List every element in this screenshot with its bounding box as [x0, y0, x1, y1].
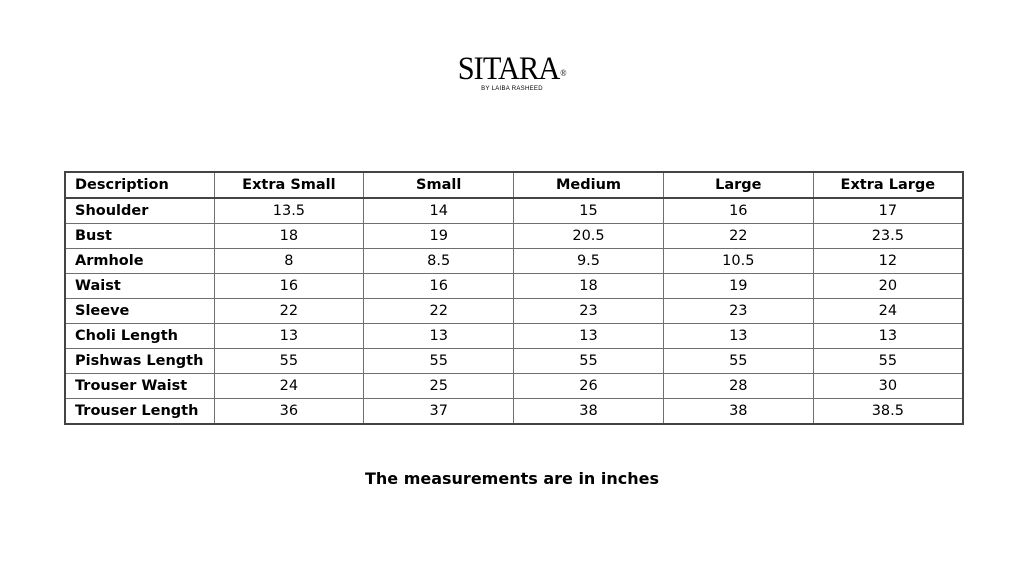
cell-medium: 55 [514, 349, 664, 374]
cell-medium: 23 [514, 299, 664, 324]
table-body [65, 198, 963, 424]
row-label: Sleeve [65, 299, 214, 324]
cell-large: 23 [663, 299, 813, 324]
table-row [65, 274, 963, 299]
row-label: Choli Length [65, 324, 214, 349]
cell-medium: 26 [514, 374, 664, 399]
cell-extra-large: 20 [813, 274, 963, 299]
registered-mark: ® [560, 68, 566, 78]
cell-small: 37 [364, 399, 514, 425]
cell-medium: 20.5 [514, 224, 664, 249]
cell-large: 38 [663, 399, 813, 425]
logo-wordmark [458, 52, 566, 86]
cell-extra-small: 18 [214, 224, 364, 249]
header-small: Small [364, 172, 514, 198]
table-row [65, 198, 963, 224]
cell-large: 19 [663, 274, 813, 299]
cell-medium: 9.5 [514, 249, 664, 274]
cell-small: 19 [364, 224, 514, 249]
cell-large: 10.5 [663, 249, 813, 274]
cell-large: 28 [663, 374, 813, 399]
cell-extra-large: 55 [813, 349, 963, 374]
logo-byline: BY LAIBA RASHEED [481, 86, 543, 92]
row-label: Trouser Length [65, 399, 214, 425]
cell-extra-large: 38.5 [813, 399, 963, 425]
cell-small: 55 [364, 349, 514, 374]
table-row [65, 399, 963, 425]
brand-logo [0, 52, 1024, 93]
cell-extra-small: 8 [214, 249, 364, 274]
cell-large: 22 [663, 224, 813, 249]
row-label: Bust [65, 224, 214, 249]
logo-brand-text: SITARA [458, 51, 560, 87]
cell-extra-large: 17 [813, 198, 963, 224]
cell-extra-small: 13 [214, 324, 364, 349]
cell-extra-small: 36 [214, 399, 364, 425]
row-label: Trouser Waist [65, 374, 214, 399]
table-row [65, 224, 963, 249]
cell-small: 13 [364, 324, 514, 349]
table-header-row [65, 172, 963, 198]
cell-extra-small: 13.5 [214, 198, 364, 224]
header-extra-large: Extra Large [813, 172, 963, 198]
cell-large: 13 [663, 324, 813, 349]
table-row [65, 349, 963, 374]
cell-small: 8.5 [364, 249, 514, 274]
cell-extra-small: 24 [214, 374, 364, 399]
cell-small: 16 [364, 274, 514, 299]
cell-extra-large: 13 [813, 324, 963, 349]
cell-small: 22 [364, 299, 514, 324]
measurement-note: The measurements are in inches [364, 469, 660, 488]
cell-extra-small: 55 [214, 349, 364, 374]
cell-large: 55 [663, 349, 813, 374]
row-label: Armhole [65, 249, 214, 274]
cell-small: 25 [364, 374, 514, 399]
cell-medium: 15 [514, 198, 664, 224]
cell-medium: 18 [514, 274, 664, 299]
header-extra-small: Extra Small [214, 172, 364, 198]
size-chart-table [64, 171, 964, 425]
cell-extra-small: 22 [214, 299, 364, 324]
cell-small: 14 [364, 198, 514, 224]
table-row [65, 249, 963, 274]
header-medium: Medium [514, 172, 664, 198]
cell-extra-small: 16 [214, 274, 364, 299]
cell-extra-large: 23.5 [813, 224, 963, 249]
cell-extra-large: 24 [813, 299, 963, 324]
cell-medium: 38 [514, 399, 664, 425]
cell-extra-large: 12 [813, 249, 963, 274]
cell-large: 16 [663, 198, 813, 224]
row-label: Pishwas Length [65, 349, 214, 374]
cell-extra-large: 30 [813, 374, 963, 399]
table-row [65, 374, 963, 399]
table-row [65, 324, 963, 349]
table-row [65, 299, 963, 324]
row-label: Waist [65, 274, 214, 299]
row-label: Shoulder [65, 198, 214, 224]
header-large: Large [663, 172, 813, 198]
header-description: Description [65, 172, 214, 198]
cell-medium: 13 [514, 324, 664, 349]
